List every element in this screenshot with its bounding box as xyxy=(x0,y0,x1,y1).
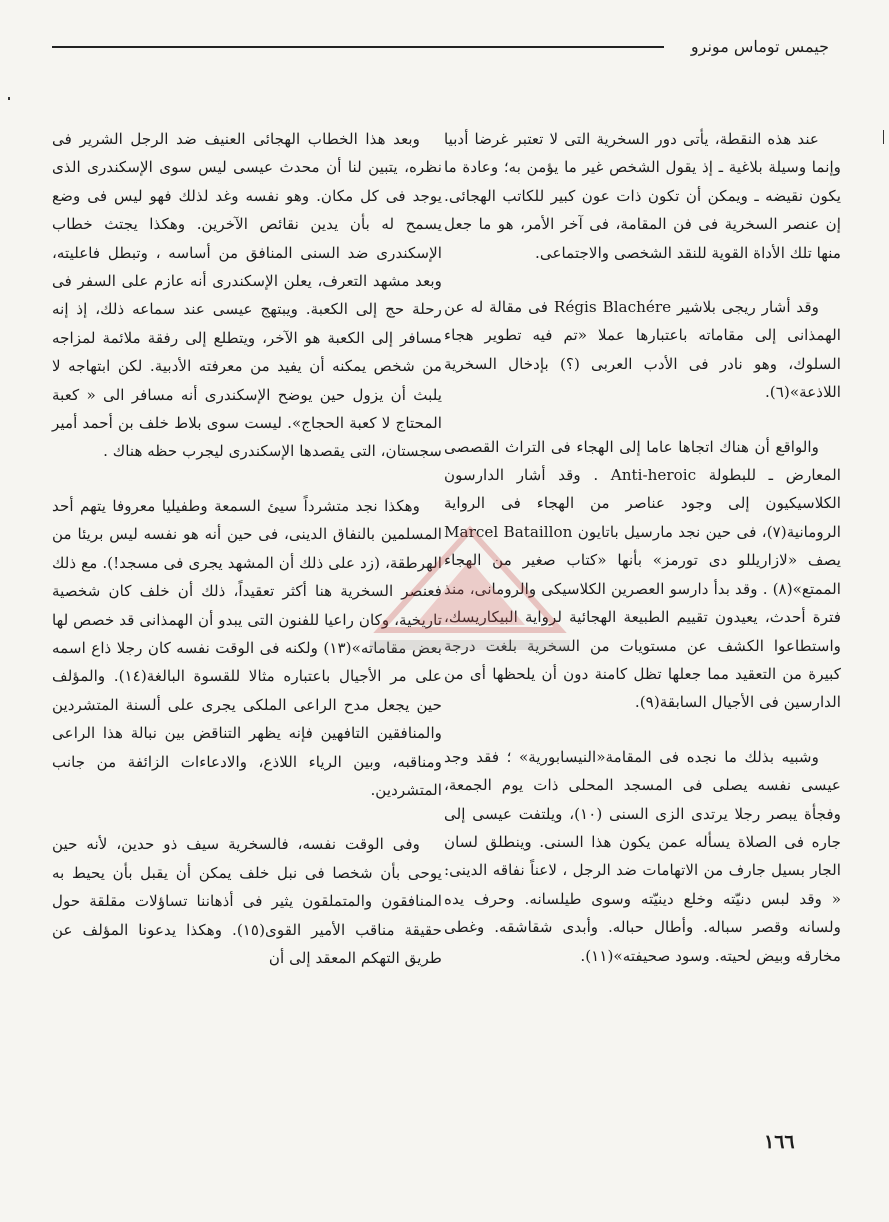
left-column xyxy=(52,125,442,972)
paragraph: وقد أشار ريجى بلاشير Régis Blachére فى مقالة له عن الهمذانى إلى مقاماته باعتبارها عملا «تم فيه تطوير هجاء السلوك، وهو نادر فى الأدب العربى (؟) بإدخال السخرية اللاذعة»(٦). xyxy=(444,298,841,402)
paragraph: والواقع أن هناك اتجاها عاما إلى الهجاء فى التراث القصصى المعارض ـ للبطولة Anti-heroic . وقد أشار الدارسون الكلاسيكيون إلى وجود عناصر من الهجاء فى الرواية الرومانية(٧)، فى حين نجد مارسيل باتايون Marcel Bataillon يصف «لازاريللو دى تورمز» بأنها «كتاب صغير من الهجاء الممتع»(٨) . وقد بدأ دارسو العصرين الكلاسيكى والرومانى، منذ فترة أحدث، يعيدون تقييم الطبيعة الهجائية لرواية البيكاريسك، واستطاعوا الكشف عن مستويات من السخرية بلغت درجة كبيرة من التعقيد مما جعلها تظل كامنة دون أن يلحظها أى من الدارسين فى الأجيال السابقة(٩). xyxy=(444,437,841,712)
page-number: ١٦٦ xyxy=(764,1131,795,1153)
paragraph: عند هذه النقطة، يأتى دور السخرية التى لا تعتبر غرضا أدبيا وإنما وسيلة بلاغية ـ إذ يقول الشخص غير ما يؤمن به؛ وعادة ما يكون نقيضه ـ ويمكن أن تكون ذات عون كبير للكاتب الهجائى. إن عنصر السخرية فى فن المقامة، فى آخر الأمر، هو ما جعل منها تلك الأداة القوية للنقد الشخصى والاجتماعى. xyxy=(444,130,841,262)
paragraph: وشبيه بذلك ما نجده فى المقامة«النيسابورية» ؛ فقد وجد عيسى نفسه يصلى فى المسجد المحلى ذات يوم الجمعة، وفجأة يبصر رجلا يرتدى الزى السنى (١٠)، ويلتفت عيسى إلى جاره فى الصلاة يسأله عمن يكون هذا السنى. وينطلق لسان الجار بسيل جارف من الاتهامات ضد الرجل ، لاعناً نفاقه الدينى: « وقد لبس دنيّته وخلع دينيّته وسوى طيلسانه. وحرف يده ولسانه وقصر سباله. وأطال حباله. وأبدى شقاشقه. وغطى مخارقه وبيض لحيته. وسود صحيفته»(١١). xyxy=(444,747,841,965)
margin-mark xyxy=(883,130,884,144)
paragraph: وهكذا نجد متشرداً سيئ السمعة وطفيليا معروفا يتهم أحد المسلمين بالنفاق الدينى، فى حين أنه هو نفسه ليس بريئا من الهرطقة، (زد على ذلك أن المشهد يجرى فى مسجد!). مع ذلك فعنصر السخرية هنا أكثر تعقيداً، ذلك أن خلف كان شخصية تاريخية، وكان راعيا للفنون التى يبدو أن الهمذانى قد خصص لها بعض مقاماته»(١٣) ولكنه فى الوقت نفسه كان رجلا ذاع اسمه على مر الأجيال باعتباره مثالا للقسوة البالغة(١٤). والمؤلف حين يجعل مدح الراعى الملكى يجرى على ألسنة المتشردين والمنافقين التافهين فإنه يظهر التناقض بين نبالة هذا الراعى ومناقبه، وبين الرياء اللاذع، والادعاءات الزائفة من جانب المتشردين. xyxy=(52,496,442,799)
margin-dot xyxy=(8,97,10,100)
paragraph: وبعد هذا الخطاب الهجائى العنيف ضد الرجل الشرير فى نظره، يتبين لنا أن محدث عيسى ليس سوى الإسكندرى الذى يوجد فى كل مكان. وهو نفسه وغد لذلك فهو ليس فى وضع يسمح له بأن يدين نقائص الآخرين. وهكذا يجتث خطاب الإسكندرى ضد السنى المنافق من أساسه ، وتبطل فاعليته، وبعد مشهد التعرف، يعلن الإسكندرى أنه عازم على السفر فى رحلة حج إلى الكعبة. ويبتهج عيسى عند سماعه ذلك، إذ إنه مسافر إلى الكعبة هو الآخر، ويتطلع إلى رفقة ملائمة لمزاجه من شخص يمكنه أن يفيد من معرفته الأدبية. لكن ابتهاجه لا يلبث أن يزول حين يوضح الإسكندرى أنه مسافر الى « كعبة المحتاج لا كعبة الحجاج». ليست سوى بلاط خلف بن أحمد أمير سجستان، التى يقصدها الإسكندرى ليجرب حظه هناك . xyxy=(52,130,442,461)
right-column xyxy=(444,125,841,970)
running-header-title: جيمس توماس مونرو xyxy=(690,37,829,56)
header-rule xyxy=(52,46,664,48)
paragraph: وفى الوقت نفسه، فالسخرية سيف ذو حدين، لأنه حين يوحى بأن شخصا فى نبل خلف يمكن أن يقبل بأن يحيط به المنافقون والمتملقون يثير فى أذهاننا تساؤلات مقلقة حول حقيقة مناقب الأمير القوى(١٥). وهكذا يدعونا المؤلف عن طريق التهكم المعقد إلى أن xyxy=(52,835,442,967)
